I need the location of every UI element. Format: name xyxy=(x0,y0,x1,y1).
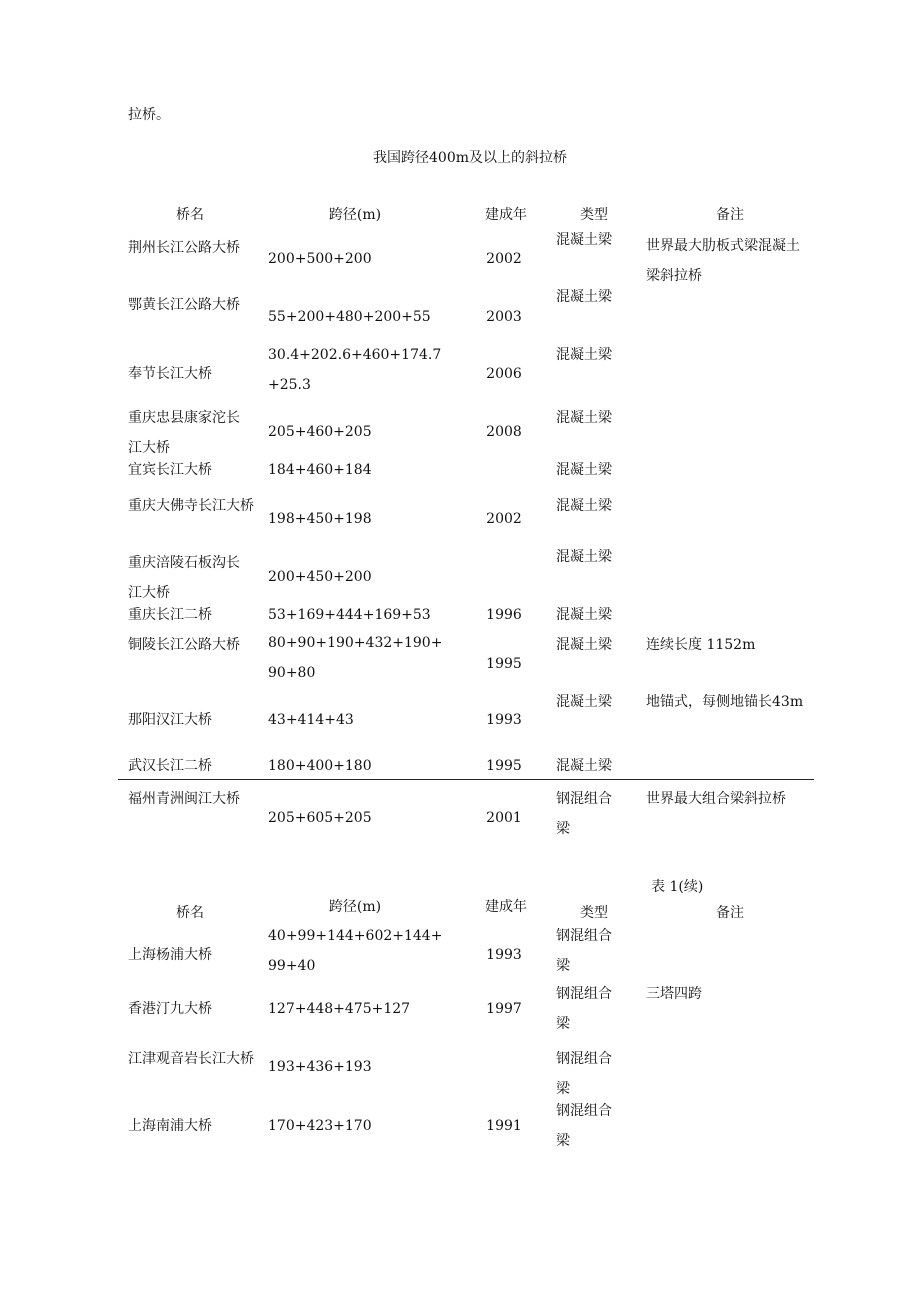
header-type: 类型 xyxy=(580,905,608,921)
table-row-year: 2003 xyxy=(486,309,522,325)
table-row-name: 重庆忠县康家沱长江大桥 xyxy=(128,410,240,456)
table-row-type: 混凝土梁 xyxy=(556,347,612,363)
table-row-type: 钢混组合梁 xyxy=(556,791,612,837)
table-row-type: 混凝土梁 xyxy=(556,637,612,653)
header-name: 桥名 xyxy=(176,207,204,223)
table-row-type: 混凝土梁 xyxy=(556,607,612,623)
table-row-name: 江津观音岩长江大桥 xyxy=(128,1051,254,1067)
table-row-span: 127+448+475+127 xyxy=(268,1001,411,1017)
continued-label: 表 1(续) xyxy=(651,879,704,895)
table-row-span: 80+90+190+432+190+90+80 xyxy=(268,635,443,681)
table-row-name: 上海杨浦大桥 xyxy=(128,947,212,963)
table-row-year: 2002 xyxy=(486,511,522,527)
table-row-span: 180+400+180 xyxy=(268,758,372,774)
table-row-name: 重庆涪陵石板沟长江大桥 xyxy=(128,555,240,601)
table-divider-line xyxy=(118,779,814,780)
table-row-type: 混凝土梁 xyxy=(556,498,612,514)
table-row-type: 钢混组合梁 xyxy=(556,928,612,974)
table-row-type: 混凝土梁 xyxy=(556,694,612,710)
table-row-year: 1995 xyxy=(486,758,522,774)
header-span: 跨径(m) xyxy=(328,207,382,223)
table-row-note: 连续长度 1152m xyxy=(646,637,756,653)
table-row-year: 2006 xyxy=(486,366,522,382)
table-row-span: 205+605+205 xyxy=(268,810,372,826)
table-row-name: 武汉长江二桥 xyxy=(128,758,212,774)
table-row-year: 2008 xyxy=(486,424,522,440)
table-row-note: 世界最大肋板式梁混凝土梁斜拉桥 xyxy=(646,238,800,284)
table-row-span: 170+423+170 xyxy=(268,1118,372,1134)
table-row-note: 世界最大组合梁斜拉桥 xyxy=(646,791,786,807)
header-type: 类型 xyxy=(580,207,608,223)
table-row-name: 奉节长江大桥 xyxy=(128,366,212,382)
table-row-type: 钢混组合梁 xyxy=(556,986,612,1032)
table-row-type: 钢混组合梁 xyxy=(556,1051,612,1097)
table-row-name: 重庆长江二桥 xyxy=(128,607,212,623)
table-row-span: 184+460+184 xyxy=(268,462,372,478)
table-row-year: 2002 xyxy=(486,251,522,267)
table-row-type: 混凝土梁 xyxy=(556,410,612,426)
table-row-type: 混凝土梁 xyxy=(556,549,612,565)
table-row-span: 193+436+193 xyxy=(268,1059,372,1075)
table-row-name: 宜宾长江大桥 xyxy=(128,462,212,478)
header-year: 建成年 xyxy=(485,899,527,915)
header-name: 桥名 xyxy=(176,905,204,921)
table-row-span: 40+99+144+602+144+99+40 xyxy=(268,928,443,974)
header-note: 备注 xyxy=(716,207,744,223)
table-row-span: 53+169+444+169+53 xyxy=(268,607,431,623)
table-row-type: 混凝土梁 xyxy=(556,758,612,774)
table-row-span: 55+200+480+200+55 xyxy=(268,309,431,325)
intro-text: 拉桥。 xyxy=(128,107,170,123)
table-row-year: 1993 xyxy=(486,947,522,963)
table-row-name: 那阳汉江大桥 xyxy=(128,712,212,728)
header-span: 跨径(m) xyxy=(328,899,382,915)
table-row-name: 香港汀九大桥 xyxy=(128,1001,212,1017)
table-row-year: 2001 xyxy=(486,810,522,826)
table-row-year: 1993 xyxy=(486,712,522,728)
table-row-year: 1997 xyxy=(486,1001,522,1017)
table-row-span: 43+414+43 xyxy=(268,712,354,728)
header-note: 备注 xyxy=(716,905,744,921)
header-year: 建成年 xyxy=(485,207,527,223)
table-row-year: 1991 xyxy=(486,1118,522,1134)
table-row-year: 1996 xyxy=(486,607,522,623)
table-row-name: 重庆大佛寺长江大桥 xyxy=(128,498,254,514)
table-row-name: 荆州长江公路大桥 xyxy=(128,240,240,256)
table-row-year: 1995 xyxy=(486,656,522,672)
table-row-type: 混凝土梁 xyxy=(556,232,612,248)
table-row-span: 198+450+198 xyxy=(268,511,372,527)
table-row-type: 混凝土梁 xyxy=(556,462,612,478)
table-row-span: 200+450+200 xyxy=(268,569,372,585)
table-row-name: 福州青洲闽江大桥 xyxy=(128,791,240,807)
table-row-name: 上海南浦大桥 xyxy=(128,1118,212,1134)
table-row-span: 200+500+200 xyxy=(268,251,372,267)
table-row-note: 地锚式，每侧地锚长43m xyxy=(646,694,804,710)
table-row-span: 205+460+205 xyxy=(268,424,372,440)
table-title: 我国跨径400m及以上的斜拉桥 xyxy=(373,150,567,166)
table-row-type: 钢混组合梁 xyxy=(556,1103,612,1149)
table-row-name: 铜陵长江公路大桥 xyxy=(128,637,240,653)
table-row-span: 30.4+202.6+460+174.7+25.3 xyxy=(268,347,442,393)
table-row-name: 鄂黄长江公路大桥 xyxy=(128,297,240,313)
table-row-note: 三塔四跨 xyxy=(646,986,702,1002)
table-row-type: 混凝土梁 xyxy=(556,289,612,305)
